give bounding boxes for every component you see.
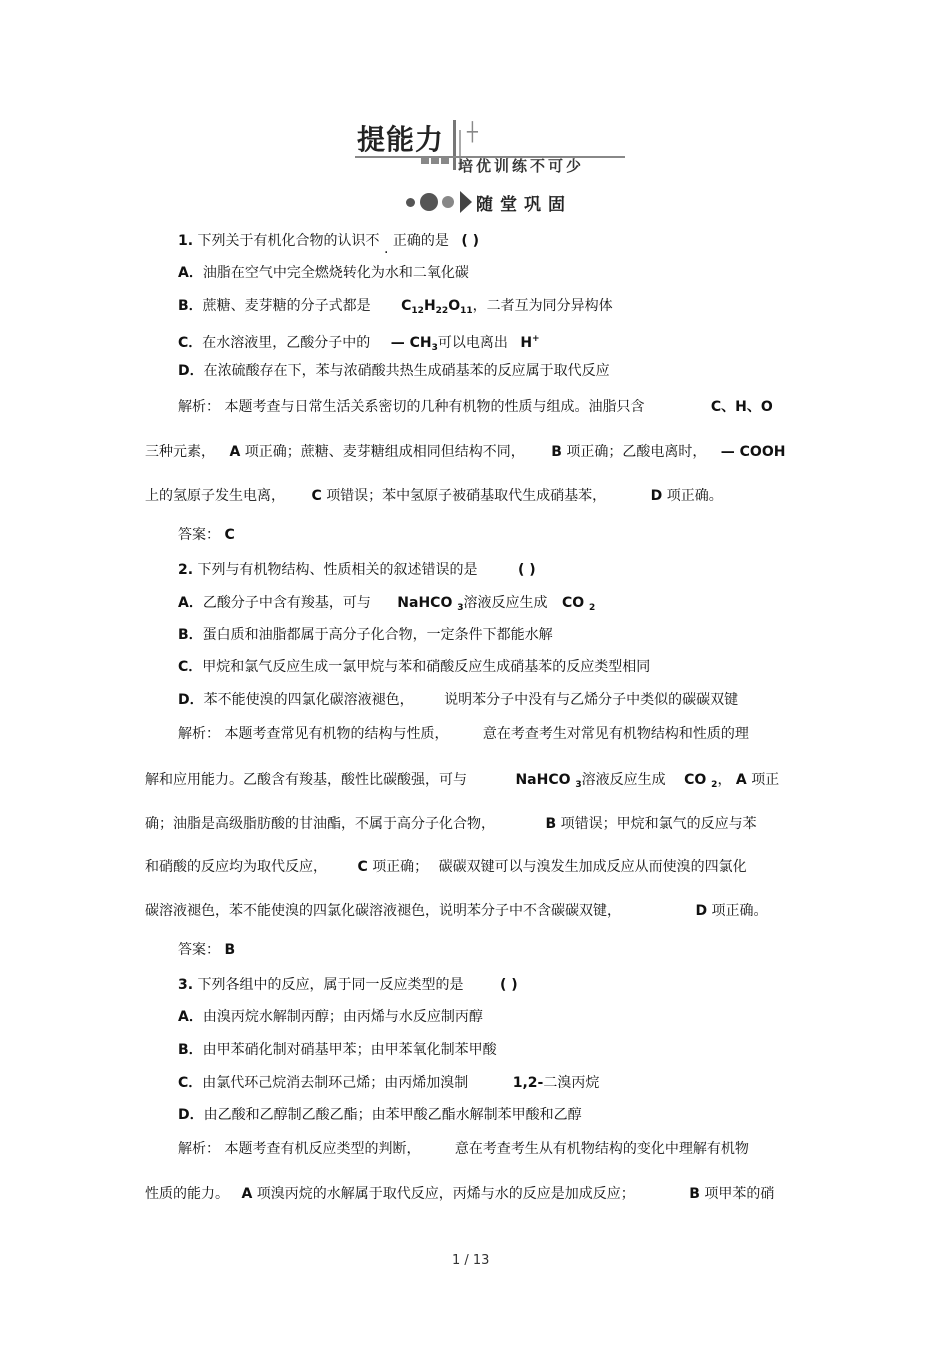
banner-plus-icon: ┼ — [467, 122, 478, 143]
section-title: 随堂巩固 — [476, 195, 572, 215]
question-3-option-a: A．由溴丙烷水解制丙醇；由丙烯与水反应制丙醇 — [178, 1009, 483, 1025]
question-3-option-b: B．由甲苯硝化制对硝基甲苯；由甲苯氧化制苯甲酸 — [178, 1042, 497, 1058]
bullet-dot-icon — [420, 193, 438, 211]
banner-subtitle: 培优训练不可少 — [458, 157, 585, 175]
question-2-answer: 答案： B — [178, 942, 236, 958]
section-heading — [404, 190, 574, 214]
banner-divider — [453, 120, 456, 170]
question-1-option-c: C．在水溶液里，乙酸分子中的 — $CH_3$可以电离出 H+ — [178, 334, 540, 353]
question-2-explanation: 解析： 本题考查常见有机物的结构与性质， 意在考查考生对常见有机物结构和性质的理 — [178, 726, 749, 742]
question-3-stem: 3. 下列各组中的反应，属于同一反应类型的是 ( ) — [178, 977, 518, 993]
bullet-dot-icon — [442, 196, 454, 208]
question-2-option-a: A．乙酸分子中含有羧基，可与 NaHCO $_3$溶液反应生成 CO $_2$ — [178, 595, 596, 613]
question-2-explanation: 解和应用能力。乙酸含有羧基，酸性比碳酸强，可与 NaHCO $_3$溶液反应生成 CO $_2$， A 项正 — [145, 772, 780, 790]
question-2-explanation: 和硝酸的反应均为取代反应， C 项正确； 碳碳双键可以与溴发生加成反应从而使溴的四氯化 — [145, 859, 747, 875]
banner-square-icon — [431, 156, 439, 164]
question-3-explanation: 性质的能力。 A 项溴丙烷的水解属于取代反应，丙烯与水的反应是加成反应； B 项甲苯的硝 — [145, 1186, 775, 1202]
banner-square-icon — [421, 156, 429, 164]
banner-title: 提能力 — [357, 123, 445, 156]
page-number: 1 / 13 — [452, 1253, 490, 1268]
question-1-option-b: B．蔗糖、麦芽糖的分子式都是 $C_{12}H_{22}O_{11}$，二者互为同分异构体 — [178, 298, 613, 316]
question-1-answer: 答案： C — [178, 527, 235, 543]
question-3-option-c: C．由氯代环己烷消去制环己烯；由丙烯加溴制 1,2-二溴丙烷 — [178, 1075, 600, 1091]
question-2-explanation: 确；油脂是高级脂肪酸的甘油酯，不属于高分子化合物， B 项错误；甲烷和氯气的反应与苯 — [145, 816, 757, 832]
question-2-option-b: B．蛋白质和油脂都属于高分子化合物，一定条件下都能水解 — [178, 627, 553, 643]
question-3-explanation: 解析： 本题考查有机反应类型的判断， 意在考查考生从有机物结构的变化中理解有机物 — [178, 1141, 749, 1157]
question-1-explanation: 解析： 本题考查与日常生活关系密切的几种有机物的性质与组成。油脂只含 C、H、O — [178, 399, 773, 415]
arrow-right-icon — [460, 191, 472, 213]
question-2-stem: 2. 下列与有机物结构、性质相关的叙述错误的是 ( ) — [178, 562, 536, 578]
question-2-option-d: D．苯不能使溴的四氯化碳溶液褪色， 说明苯分子中没有与乙烯分子中类似的碳碳双键 — [178, 692, 739, 708]
question-2-option-c: C．甲烷和氯气反应生成一氯甲烷与苯和硝酸反应生成硝基苯的反应类型相同 — [178, 659, 651, 675]
question-3-option-d: D．由乙酸和乙醇制乙酸乙酯；由苯甲酸乙酯水解制苯甲酸和乙醇 — [178, 1107, 582, 1123]
question-2-explanation: 碳溶液褪色，苯不能使溴的四氯化碳溶液褪色，说明苯分子中不含碳碳双键， D 项正确。 — [145, 903, 768, 919]
banner-square-icon — [441, 156, 449, 164]
question-1-option-a: A．油脂在空气中完全燃烧转化为水和二氧化碳 — [178, 265, 469, 281]
question-1-explanation: 上的氢原子发生电离， C 项错误；苯中氢原子被硝基取代生成硝基苯， D 项正确。 — [145, 488, 723, 504]
bullet-dot-icon — [406, 198, 415, 207]
question-1-stem: 1. 下列关于有机化合物的认识不 . 正确的是 ( ) — [178, 233, 479, 257]
question-1-explanation: 三种元素， A 项正确；蔗糖、麦芽糖组成相同但结构不同， B 项正确；乙酸电离时， — COOH — [145, 444, 786, 460]
question-1-option-d: D．在浓硫酸存在下，苯与浓硝酸共热生成硝基苯的反应属于取代反应 — [178, 363, 610, 379]
section-banner — [355, 118, 635, 178]
